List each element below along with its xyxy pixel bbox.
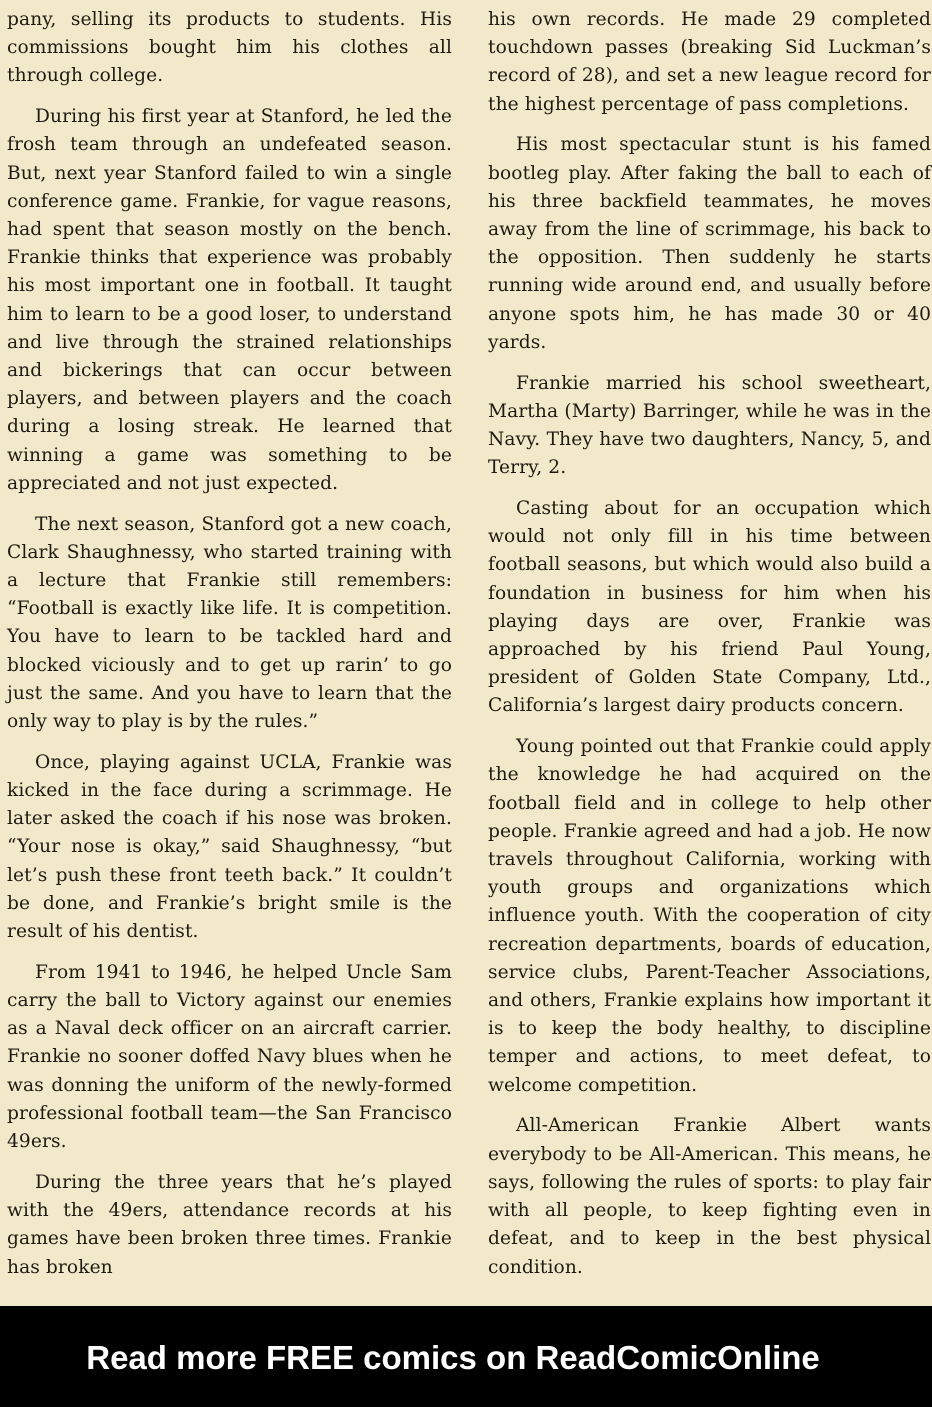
- left-column: [7, 6, 452, 1294]
- paragraph: The next season, Stanford got a new coach, Clark Shaughnessy, who started training with a lecture that Frankie still remembers: “Football is exactly like life. It is competition. You have to learn to be tackled hard and blocked viciously and to get up rarin’ to go just the same. And you have to learn that the only way to play is by the rules.”: [7, 513, 452, 733]
- paragraph: Frankie married his school sweetheart, Martha (Marty) Barringer, while he was in the Navy. They have two daughters, Nancy, 5, and Terry, 2.: [488, 372, 931, 479]
- paragraph: pany, selling its products to students. His commissions bought him his clothes all through college.: [7, 9, 452, 87]
- promo-banner-text[interactable]: Read more FREE comics on ReadComicOnline: [86, 1339, 820, 1376]
- paragraph: During his first year at Stanford, he led the frosh team through an undefeated season. But, next year Stanford failed to win a single conference game. Frankie, for vague reasons, had spent that season mostly on the bench. Frankie thinks that experience was probably his most important one in football. It taught him to learn to be a good loser, to understand and live through the strained relationships and bickerings that can occur between players, and between players and the coach during a losing streak. He learned that winning a game was something to be appreciated and not just expected.: [7, 106, 452, 494]
- right-column: [488, 6, 931, 1294]
- promo-banner: [0, 1306, 932, 1407]
- paragraph: His most spectacular stunt is his famed bootleg play. After faking the ball to each of his three backfield teammates, he moves away from the line of scrimmage, his back to the opposition. Then suddenly he starts running wide around end, and usually before anyone spots him, he has made 30 or 40 yards.: [488, 134, 931, 353]
- paragraph: Once, playing against UCLA, Frankie was kicked in the face during a scrimmage. He later asked the coach if his nose was broken. “Your nose is okay,” said Shaughnessy, “but let’s push these front teeth back.” It couldn’t be done, and Frankie’s bright smile is the result of his dentist.: [7, 751, 452, 943]
- paragraph: From 1941 to 1946, he helped Uncle Sam carry the ball to Victory against our enemies as a Naval deck officer on an aircraft carrier. Frankie no sooner doffed Navy blues when he was donning the uniform of the newly-formed professional football team—the San Francisco 49ers.: [7, 961, 452, 1153]
- paragraph: All-American Frankie Albert wants everybody to be All-American. This means, he says, following the rules of sports: to play fair with all people, to keep fighting even in defeat, and to keep in the best physical condition.: [488, 1115, 931, 1278]
- paragraph: Casting about for an occupation which would not only fill in his time between football seasons, but which would also build a foundation in business for him when his playing days are over, Frankie was approached by his friend Paul Young, president of Golden State Company, Ltd., California’s largest dairy products concern.: [488, 498, 931, 717]
- paragraph: Young pointed out that Frankie could apply the knowledge he had acquired on the football field and in college to help other people. Frankie agreed and had a job. He now travels throughout California, working with youth groups and organizations which influence youth. With the cooperation of city recreation departments, boards of education, service clubs, Parent-Teacher Associations, and others, Frankie explains how important it is to keep the body healthy, to discipline temper and actions, to meet defeat, to welcome competition.: [488, 736, 931, 1096]
- paragraph: his own records. He made 29 completed touchdown passes (breaking Sid Luckman’s record of 28), and set a new league record for the highest percentage of pass completions.: [488, 9, 931, 115]
- paragraph: During the three years that he’s played with the 49ers, attendance records at his games have been broken three times. Frankie has broken: [7, 1171, 452, 1278]
